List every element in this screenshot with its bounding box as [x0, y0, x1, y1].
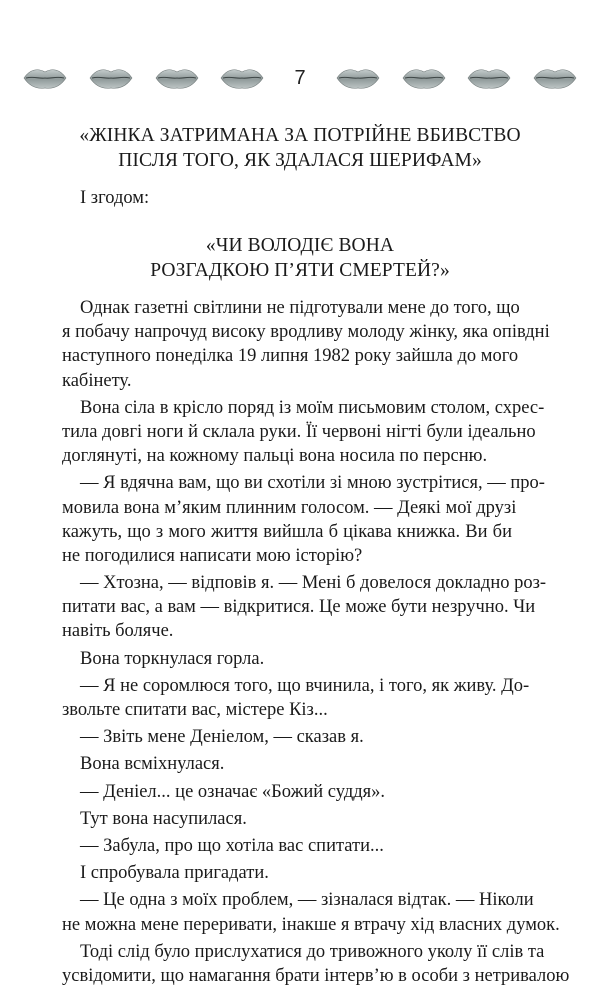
text-line: Вона торкнулася горла. — [80, 648, 265, 669]
text-line: питати вас, а вам — відкритися. Це може бути незручно. Чи — [62, 597, 536, 618]
paragraph — [80, 752, 512, 776]
headline-line: «ЧИ ВОЛОДІЄ ВОНА — [205, 235, 395, 256]
paragraph — [62, 396, 545, 469]
text-line: кабінету. — [62, 370, 132, 391]
lips-icon — [401, 66, 447, 90]
text-line: наступного понеділка 19 липня 1982 року зайшла до мого — [62, 346, 519, 367]
text-line: доглянуті, на кожному пальці вона носила по персню. — [62, 446, 488, 467]
paragraph — [62, 571, 547, 644]
text-line: Однак газетні світлини не підготували мене до того, що — [80, 298, 520, 318]
transition-text: І згодом: — [80, 188, 150, 208]
lips-icon — [335, 66, 381, 90]
lips-icon — [219, 66, 265, 90]
page-number: 7 — [294, 67, 306, 89]
text-line: не можна мене переривати, інакше я втрачу хід власних думок. — [62, 914, 560, 935]
body-text — [62, 296, 570, 988]
headline-line: РОЗГАДКОЮ П’ЯТИ СМЕРТЕЙ?» — [150, 260, 450, 281]
text-line: мовила вона м’яким плинним голосом. — Деякі мої друзі — [62, 497, 517, 518]
text-line: Тоді слід було прислухатися до тривожного уколу її слів та — [80, 941, 545, 962]
headline-line: «ЖІНКА ЗАТРИМАНА ЗА ПОТРІЙНЕ ВБИВСТВО — [79, 125, 521, 146]
text-line: — Це одна з моїх проблем, — зізналася відтак. — Ніколи — [80, 890, 534, 911]
text-line: — Деніел... це означає «Божий суддя». — [80, 781, 386, 802]
paragraph — [80, 861, 512, 885]
text-line: тила довгі ноги й склала руки. Її червоні нігті були ідеально — [62, 421, 536, 442]
paragraph — [80, 780, 512, 804]
lips-icon — [154, 66, 200, 90]
headline-line: ПІСЛЯ ТОГО, ЯК ЗДАЛАСЯ ШЕРИФАМ» — [118, 150, 482, 171]
paragraph — [80, 834, 512, 858]
text-line: Тут вона насупилася. — [80, 808, 247, 829]
paragraph — [80, 807, 512, 831]
text-line: навіть боляче. — [62, 621, 174, 642]
text-line: я побачу напрочуд високу вродливу молоду жінку, яка опівдні — [62, 322, 550, 343]
paragraph — [80, 647, 512, 671]
paragraph — [62, 674, 530, 722]
text-line: — Я вдячна вам, що ви схотіли зі мною зустрітися, — про- — [80, 473, 545, 494]
text-line: Вона всміхнулася. — [80, 754, 225, 775]
text-line: усвідомити, що намагання брати інтерв’ю в особи з нетривалою — [62, 965, 570, 986]
lips-icon — [466, 66, 512, 90]
paragraph — [62, 296, 550, 393]
text-line: — Хтозна, — відповів я. — Мені б довелося докладно роз- — [80, 573, 547, 594]
newspaper-headline-1 — [60, 123, 540, 173]
paragraph — [62, 471, 545, 568]
text-line: кажуть, що з мого життя вийшла б цікава книжка. Ви би — [62, 521, 512, 542]
text-line: — Звіть мене Деніелом, — сказав я. — [80, 727, 364, 748]
lips-icon — [22, 66, 68, 90]
paragraph — [80, 725, 512, 749]
paragraph — [62, 888, 560, 936]
text-line: — Я не соромлюся того, що вчинила, і того, як живу. До- — [80, 675, 530, 696]
lips-icon — [88, 66, 134, 90]
lips-icon — [532, 66, 578, 90]
text-line: І спробувала пригадати. — [80, 863, 269, 884]
text-line: — Забула, про що хотіла вас спитати... — [80, 835, 384, 856]
newspaper-headline-2 — [60, 233, 540, 283]
text-line: Вона сіла в крісло поряд із моїм письмовим столом, схрес- — [80, 397, 545, 418]
page-header-ornament — [22, 58, 578, 98]
text-line: не погодилися написати мою історію? — [62, 545, 363, 566]
text-line: звольте спитати вас, містере Кіз... — [62, 700, 328, 720]
